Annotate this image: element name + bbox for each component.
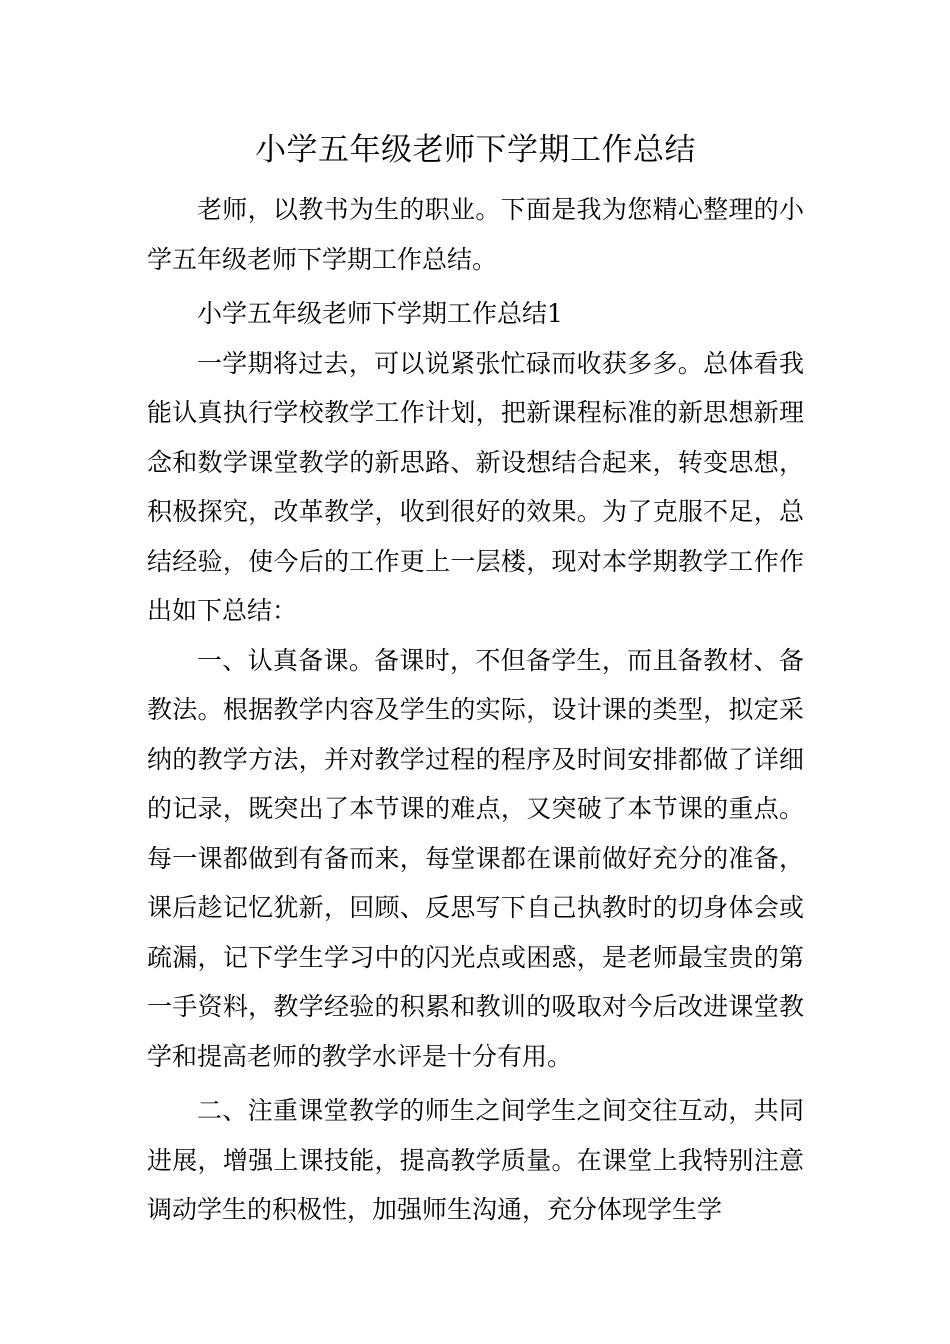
- paragraph-point-two: 二、注重课堂教学的师生之间学生之间交往互动，共同进展，增强上课技能，提高教学质量。在课堂上我特别注意调动学生的积极性，加强师生沟通，充分体现学生学: [147, 1096, 804, 1224]
- section-heading: 小学五年级老师下学期工作总结1: [197, 299, 563, 328]
- paragraph-intro: 老师，以教书为生的职业。下面是我为您精心整理的小学五年级老师下学期工作总结。: [147, 195, 804, 274]
- paragraph-point-one: 一、认真备课。备课时，不但备学生，而且备教材、备教法。根据教学内容及学生的实际，设计课的类型，拟定采纳的教学方法，并对教学过程的程序及时间安排都做了详细的记录，既突出了本节课的难点，又突破了本节课的重点。每一课都做到有备而来，每堂课都在课前做好充分的准备，课后趁记忆犹新，回顾、反思写下自己执教时的切身体会或疏漏，记下学生学习中的闪光点或困惑，是老师最宝贵的第一手资料，教学经验的积累和教训的吸取对今后改进课堂教学和提高老师的教学水评是十分有用。: [147, 645, 804, 1071]
- document-title: 小学五年级老师下学期工作总结: [255, 132, 696, 168]
- paragraph-overview: 一学期将过去，可以说紧张忙碌而收获多多。总体看我能认真执行学校教学工作计划，把新课程标准的新思想新理念和数学课堂教学的新思路、新设想结合起来，转变思想，积极探究，改革教学，收到很好的效果。为了克服不足，总结经验，使今后的工作更上一层楼，现对本学期教学工作作出如下总结：: [147, 348, 804, 625]
